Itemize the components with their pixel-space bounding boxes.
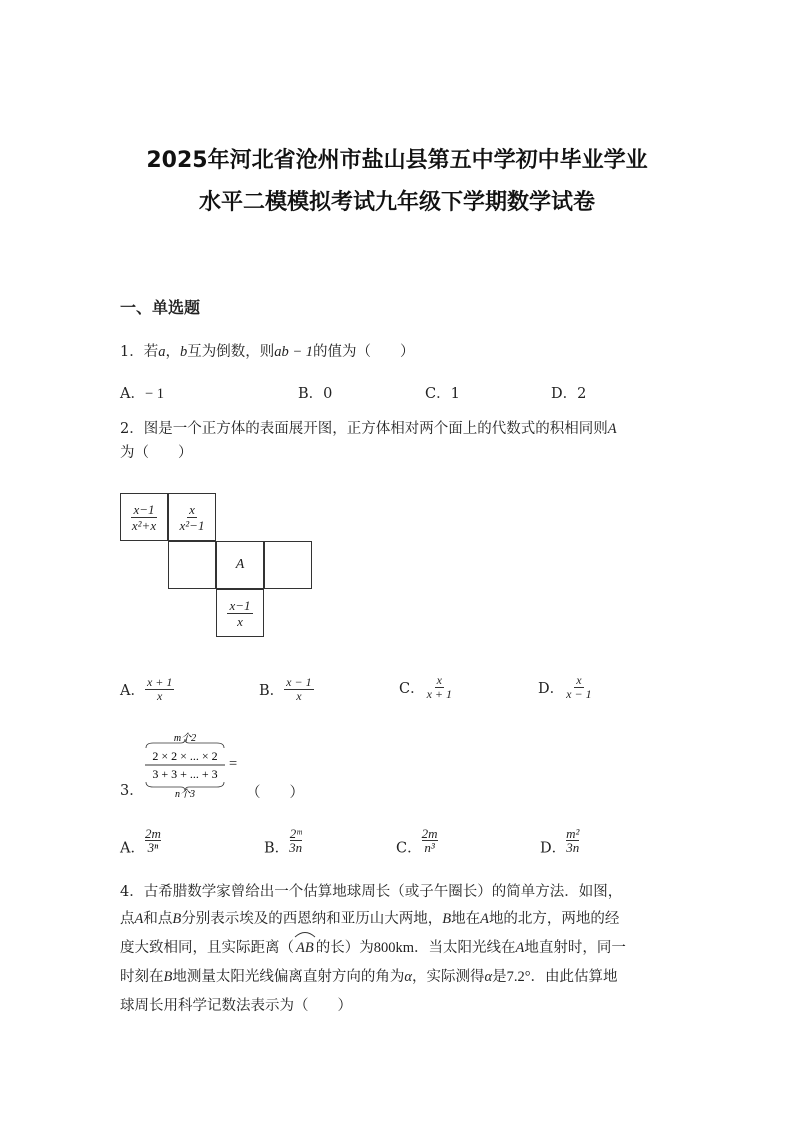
- q1-option-d[interactable]: D．2: [551, 386, 587, 402]
- q1-option-c[interactable]: C．1: [425, 386, 460, 402]
- question-1: [120, 337, 415, 367]
- net-cell-middle-1: [168, 541, 216, 589]
- q3-top-label: m个2: [173, 733, 197, 744]
- arc-ab: AB: [294, 933, 316, 963]
- question-4-line-5: 球周长用科学记数法表示为（ ）: [120, 998, 352, 1014]
- q3-bottom-label: n个3: [175, 789, 195, 798]
- q3-brace-fraction: [143, 732, 227, 798]
- net-cell-bottom: $\frac{x-1}{x}$: [216, 589, 264, 637]
- q2-option-d[interactable]: D． $\frac{x}{x - 1}$: [538, 673, 592, 701]
- net-cell-a: A: [216, 541, 264, 589]
- net-cell-middle-3: [264, 541, 312, 589]
- q2-option-c[interactable]: C． $\frac{x}{x + 1}$: [399, 673, 453, 701]
- q3-denominator: 3 + 3 + ... + 3: [152, 767, 218, 781]
- q1-suffix: 的值为（ ）: [313, 344, 415, 360]
- q1-mid: 互为倒数，则: [187, 344, 275, 360]
- q1-option-a[interactable]: A．− 1: [120, 386, 165, 402]
- q3-option-a[interactable]: A． $\frac{2m}{\text{3ⁿ}}$: [120, 826, 161, 857]
- q2-option-b[interactable]: B． $\frac{x - 1}{x}$: [259, 675, 312, 703]
- document-title-line-2: 水平二模模拟考试九年级下学期数学试卷: [198, 190, 595, 215]
- q3-option-d[interactable]: D． $\frac{\text{m²}}{3n}$: [540, 826, 580, 857]
- question-4-line-1: 4．古希腊数学家曾给出一个估算地球周长（或子午圈长）的简单方法．如图，: [120, 884, 623, 900]
- q1-comma: ，: [165, 344, 180, 360]
- q3-answer-paren: （ ）: [246, 785, 304, 801]
- q2-option-a[interactable]: A． $\frac{x + 1}{x}$: [120, 675, 173, 703]
- q3-numerator: 2 × 2 × ... × 2: [152, 749, 218, 763]
- q1-option-b[interactable]: B．0: [298, 386, 333, 402]
- question-4-line-2: 点A和点B分别表示埃及的西恩纳和亚历山大两地，B地在A地的北方，两地的经: [120, 911, 620, 927]
- net-cell-top-right: $\frac{x}{\text{x²−1}}$: [168, 493, 216, 541]
- document-title-line-1: 2025年河北省沧州市盐山县第五中学初中毕业学业: [146, 148, 648, 173]
- net-cell-top-left: $\frac{x-1}{\text{x²+x}}$: [120, 493, 168, 541]
- question-4-line-4: 时刻在B地测量太阳光线偏离直射方向的角为α，实际测得α是7.2°．由此估算地: [120, 969, 618, 985]
- question-2-line-1: 2．图是一个正方体的表面展开图，正方体相对两个面上的代数式的积相同则A: [120, 421, 617, 437]
- section-heading: 一、单选题: [120, 298, 201, 317]
- q3-option-c[interactable]: C． $\frac{2m}{\text{n³}}$: [396, 826, 438, 857]
- q1-var-a: a: [158, 344, 166, 360]
- q3-equals: =: [229, 756, 238, 772]
- question-2-line-2: 为（ ）: [120, 445, 193, 461]
- q3-option-b[interactable]: B． $\frac{\text{2ᵐ}}{3n}$: [264, 826, 303, 857]
- question-4-line-3: 度大致相同，且实际距离（ AB 的长）为800km．当太阳光线在A地直射时，同一: [120, 933, 626, 963]
- question-3-number: 3．: [120, 783, 144, 799]
- q1-expression: ab − 1: [274, 344, 314, 360]
- q1-prefix: 1．若: [120, 344, 159, 360]
- q1-var-b: b: [179, 344, 188, 360]
